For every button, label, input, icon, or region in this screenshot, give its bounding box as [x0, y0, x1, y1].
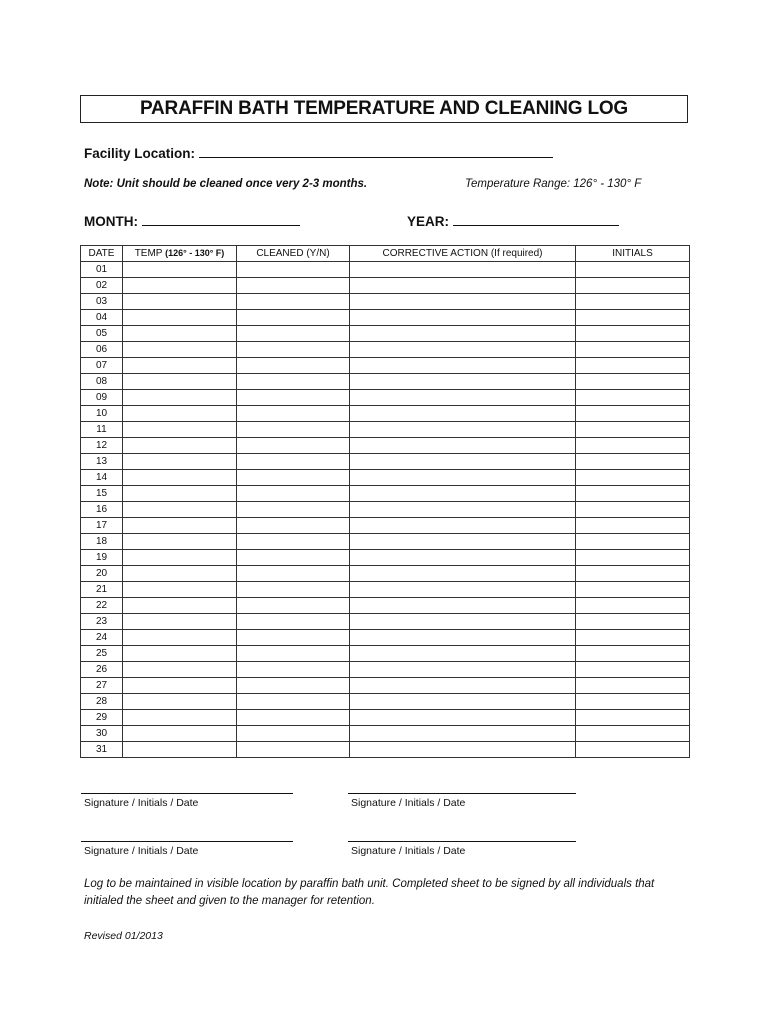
- temp-cell[interactable]: [123, 326, 237, 342]
- table-row: [81, 726, 690, 742]
- corrective-action-cell[interactable]: [350, 438, 576, 454]
- table-row: [81, 454, 690, 470]
- date-cell: 15: [81, 486, 123, 502]
- log-table: [80, 245, 690, 758]
- table-row: [81, 566, 690, 582]
- date-cell: 09: [81, 390, 123, 406]
- temp-cell[interactable]: [123, 502, 237, 518]
- table-row: [81, 470, 690, 486]
- month-field[interactable]: [142, 211, 300, 226]
- temp-cell[interactable]: [123, 710, 237, 726]
- year-row: [407, 211, 619, 229]
- date-cell: 01: [81, 262, 123, 278]
- date-cell: 10: [81, 406, 123, 422]
- signature-line-4[interactable]: [348, 841, 576, 842]
- date-cell: 18: [81, 534, 123, 550]
- cleaned-cell[interactable]: [237, 406, 350, 422]
- table-row: [81, 534, 690, 550]
- initials-cell[interactable]: [576, 534, 690, 550]
- initials-cell[interactable]: [576, 694, 690, 710]
- date-cell: 25: [81, 646, 123, 662]
- table-row: [81, 486, 690, 502]
- corrective-action-cell[interactable]: [350, 502, 576, 518]
- corrective-action-cell[interactable]: [350, 310, 576, 326]
- date-cell: 24: [81, 630, 123, 646]
- temp-cell[interactable]: [123, 422, 237, 438]
- corrective-action-cell[interactable]: [350, 422, 576, 438]
- corrective-action-cell[interactable]: [350, 566, 576, 582]
- temp-cell[interactable]: [123, 534, 237, 550]
- date-cell: 21: [81, 582, 123, 598]
- cleaned-cell[interactable]: [237, 486, 350, 502]
- facility-location-label: Facility Location:: [84, 146, 196, 161]
- table-row: [81, 390, 690, 406]
- temp-cell[interactable]: [123, 646, 237, 662]
- cleaned-header: CLEANED (Y/N): [237, 246, 350, 262]
- cleaned-cell[interactable]: [237, 550, 350, 566]
- corrective-action-cell[interactable]: [350, 294, 576, 310]
- initials-cell[interactable]: [576, 630, 690, 646]
- temp-cell[interactable]: [123, 630, 237, 646]
- cleaned-cell[interactable]: [237, 374, 350, 390]
- initials-cell[interactable]: [576, 294, 690, 310]
- date-cell: 02: [81, 278, 123, 294]
- table-row: [81, 342, 690, 358]
- table-row: [81, 710, 690, 726]
- temp-cell[interactable]: [123, 566, 237, 582]
- table-row: [81, 662, 690, 678]
- table-row: [81, 694, 690, 710]
- corrective-action-cell[interactable]: [350, 598, 576, 614]
- table-row: [81, 550, 690, 566]
- cleaned-cell[interactable]: [237, 278, 350, 294]
- date-cell: 06: [81, 342, 123, 358]
- year-field[interactable]: [453, 211, 619, 226]
- cleaned-cell[interactable]: [237, 422, 350, 438]
- cleaned-cell[interactable]: [237, 646, 350, 662]
- initials-cell[interactable]: [576, 342, 690, 358]
- table-row: [81, 630, 690, 646]
- table-row: [81, 278, 690, 294]
- cleaned-cell[interactable]: [237, 454, 350, 470]
- corrective-action-cell[interactable]: [350, 694, 576, 710]
- month-label: MONTH:: [84, 214, 138, 229]
- initials-cell[interactable]: [576, 662, 690, 678]
- cleaned-cell[interactable]: [237, 502, 350, 518]
- temp-cell[interactable]: [123, 662, 237, 678]
- corrective-action-cell[interactable]: [350, 406, 576, 422]
- corrective-action-cell[interactable]: [350, 326, 576, 342]
- temp-cell[interactable]: [123, 694, 237, 710]
- table-row: [81, 614, 690, 630]
- date-cell: 08: [81, 374, 123, 390]
- signature-label-3: Signature / Initials / Date: [84, 845, 199, 857]
- signature-line-2[interactable]: [348, 793, 576, 794]
- corrective-action-cell[interactable]: [350, 262, 576, 278]
- table-row: [81, 326, 690, 342]
- page-title: PARAFFIN BATH TEMPERATURE AND CLEANING LOG: [80, 95, 688, 123]
- corrective-action-cell[interactable]: [350, 342, 576, 358]
- temp-cell[interactable]: [123, 742, 237, 758]
- cleaned-cell[interactable]: [237, 310, 350, 326]
- table-row: [81, 678, 690, 694]
- corrective-action-cell[interactable]: [350, 470, 576, 486]
- corrective-action-cell[interactable]: [350, 678, 576, 694]
- initials-cell[interactable]: [576, 486, 690, 502]
- initials-cell[interactable]: [576, 406, 690, 422]
- date-cell: 27: [81, 678, 123, 694]
- initials-cell[interactable]: [576, 710, 690, 726]
- initials-cell[interactable]: [576, 326, 690, 342]
- cleaned-cell[interactable]: [237, 342, 350, 358]
- facility-location-field[interactable]: [199, 143, 553, 158]
- cleaned-cell[interactable]: [237, 630, 350, 646]
- cleaned-cell[interactable]: [237, 614, 350, 630]
- initials-cell[interactable]: [576, 358, 690, 374]
- table-row: [81, 374, 690, 390]
- corrective-action-cell[interactable]: [350, 614, 576, 630]
- date-cell: 29: [81, 710, 123, 726]
- corrective-action-cell[interactable]: [350, 518, 576, 534]
- revision-date: Revised 01/2013: [84, 930, 163, 942]
- initials-cell[interactable]: [576, 262, 690, 278]
- initials-cell[interactable]: [576, 374, 690, 390]
- initials-cell[interactable]: [576, 390, 690, 406]
- corrective-action-cell[interactable]: [350, 534, 576, 550]
- temp-header-label: TEMP: [134, 248, 166, 259]
- table-row: [81, 582, 690, 598]
- table-row: [81, 358, 690, 374]
- initials-cell[interactable]: [576, 566, 690, 582]
- corrective-action-cell[interactable]: [350, 486, 576, 502]
- cleaned-cell[interactable]: [237, 518, 350, 534]
- temp-header: [123, 246, 237, 262]
- table-row: [81, 262, 690, 278]
- temp-header-range: (126° - 130° F): [165, 248, 225, 258]
- initials-cell[interactable]: [576, 454, 690, 470]
- temp-cell[interactable]: [123, 582, 237, 598]
- corrective-action-cell[interactable]: [350, 646, 576, 662]
- signature-label-4: Signature / Initials / Date: [351, 845, 466, 857]
- cleaned-cell[interactable]: [237, 582, 350, 598]
- initials-header: INITIALS: [576, 246, 690, 262]
- corrective-action-cell[interactable]: [350, 550, 576, 566]
- corrective-action-cell[interactable]: [350, 742, 576, 758]
- corrective-action-cell[interactable]: [350, 278, 576, 294]
- initials-cell[interactable]: [576, 310, 690, 326]
- temp-cell[interactable]: [123, 438, 237, 454]
- date-header: DATE: [81, 246, 123, 262]
- date-cell: 11: [81, 422, 123, 438]
- temp-cell[interactable]: [123, 374, 237, 390]
- initials-cell[interactable]: [576, 678, 690, 694]
- cleaned-cell[interactable]: [237, 534, 350, 550]
- cleaned-cell[interactable]: [237, 662, 350, 678]
- cleaned-cell[interactable]: [237, 326, 350, 342]
- temp-cell[interactable]: [123, 262, 237, 278]
- table-row: [81, 598, 690, 614]
- temp-cell[interactable]: [123, 406, 237, 422]
- temp-cell[interactable]: [123, 294, 237, 310]
- signature-label-2: Signature / Initials / Date: [351, 797, 466, 809]
- date-cell: 23: [81, 614, 123, 630]
- date-cell: 28: [81, 694, 123, 710]
- date-cell: 16: [81, 502, 123, 518]
- cleaned-cell[interactable]: [237, 358, 350, 374]
- date-cell: 05: [81, 326, 123, 342]
- initials-cell[interactable]: [576, 470, 690, 486]
- corrective-action-cell[interactable]: [350, 454, 576, 470]
- date-cell: 13: [81, 454, 123, 470]
- date-cell: 30: [81, 726, 123, 742]
- cleaned-cell[interactable]: [237, 598, 350, 614]
- date-cell: 14: [81, 470, 123, 486]
- corrective-action-cell[interactable]: [350, 358, 576, 374]
- initials-cell[interactable]: [576, 614, 690, 630]
- temp-cell[interactable]: [123, 726, 237, 742]
- temp-cell[interactable]: [123, 310, 237, 326]
- signature-line-3[interactable]: [81, 841, 293, 842]
- table-row: [81, 742, 690, 758]
- temp-cell[interactable]: [123, 342, 237, 358]
- date-cell: 22: [81, 598, 123, 614]
- date-cell: 04: [81, 310, 123, 326]
- corrective-action-cell[interactable]: [350, 390, 576, 406]
- cleaned-cell[interactable]: [237, 678, 350, 694]
- temp-cell[interactable]: [123, 678, 237, 694]
- corrective-action-cell[interactable]: [350, 582, 576, 598]
- initials-cell[interactable]: [576, 742, 690, 758]
- cleaned-cell[interactable]: [237, 438, 350, 454]
- table-row: [81, 422, 690, 438]
- initials-cell[interactable]: [576, 422, 690, 438]
- initials-cell[interactable]: [576, 646, 690, 662]
- year-label: YEAR:: [407, 214, 450, 229]
- temp-cell[interactable]: [123, 614, 237, 630]
- temp-cell[interactable]: [123, 470, 237, 486]
- date-cell: 20: [81, 566, 123, 582]
- date-cell: 03: [81, 294, 123, 310]
- corrective-action-header: CORRECTIVE ACTION (If required): [350, 246, 576, 262]
- date-cell: 26: [81, 662, 123, 678]
- temp-cell[interactable]: [123, 518, 237, 534]
- date-cell: 07: [81, 358, 123, 374]
- cleaning-note: Note: Unit should be cleaned once very 2-3 months.: [84, 178, 368, 190]
- initials-cell[interactable]: [576, 438, 690, 454]
- table-row: [81, 310, 690, 326]
- facility-location-row: [84, 143, 553, 161]
- initials-cell[interactable]: [576, 582, 690, 598]
- temp-cell[interactable]: [123, 550, 237, 566]
- date-cell: 17: [81, 518, 123, 534]
- table-row: [81, 502, 690, 518]
- initials-cell[interactable]: [576, 726, 690, 742]
- date-cell: 31: [81, 742, 123, 758]
- date-cell: 12: [81, 438, 123, 454]
- cleaned-cell[interactable]: [237, 566, 350, 582]
- temp-cell[interactable]: [123, 390, 237, 406]
- cleaned-cell[interactable]: [237, 710, 350, 726]
- cleaned-cell[interactable]: [237, 390, 350, 406]
- corrective-action-cell[interactable]: [350, 726, 576, 742]
- cleaned-cell[interactable]: [237, 694, 350, 710]
- corrective-action-cell[interactable]: [350, 630, 576, 646]
- signature-line-1[interactable]: [81, 793, 293, 794]
- date-cell: 19: [81, 550, 123, 566]
- cleaned-cell[interactable]: [237, 726, 350, 742]
- temp-cell[interactable]: [123, 358, 237, 374]
- cleaned-cell[interactable]: [237, 294, 350, 310]
- table-header-row: [81, 246, 690, 262]
- table-row: [81, 518, 690, 534]
- table-row: [81, 438, 690, 454]
- initials-cell[interactable]: [576, 550, 690, 566]
- temp-cell[interactable]: [123, 486, 237, 502]
- initials-cell[interactable]: [576, 598, 690, 614]
- corrective-action-cell[interactable]: [350, 374, 576, 390]
- initials-cell[interactable]: [576, 278, 690, 294]
- signature-label-1: Signature / Initials / Date: [84, 797, 199, 809]
- table-row: [81, 294, 690, 310]
- initials-cell[interactable]: [576, 502, 690, 518]
- temp-cell[interactable]: [123, 454, 237, 470]
- initials-cell[interactable]: [576, 518, 690, 534]
- retention-note: Log to be maintained in visible location by paraffin bath unit. Completed sheet to be signed by all individuals that initialed the sheet and given to the manager for retention.: [84, 878, 655, 907]
- temp-cell[interactable]: [123, 598, 237, 614]
- table-row: [81, 646, 690, 662]
- corrective-action-cell[interactable]: [350, 710, 576, 726]
- cleaned-cell[interactable]: [237, 742, 350, 758]
- cleaned-cell[interactable]: [237, 470, 350, 486]
- table-row: [81, 406, 690, 422]
- cleaned-cell[interactable]: [237, 262, 350, 278]
- corrective-action-cell[interactable]: [350, 662, 576, 678]
- temperature-range-note: Temperature Range: 126° - 130° F: [465, 178, 642, 190]
- month-row: [84, 211, 300, 229]
- temp-cell[interactable]: [123, 278, 237, 294]
